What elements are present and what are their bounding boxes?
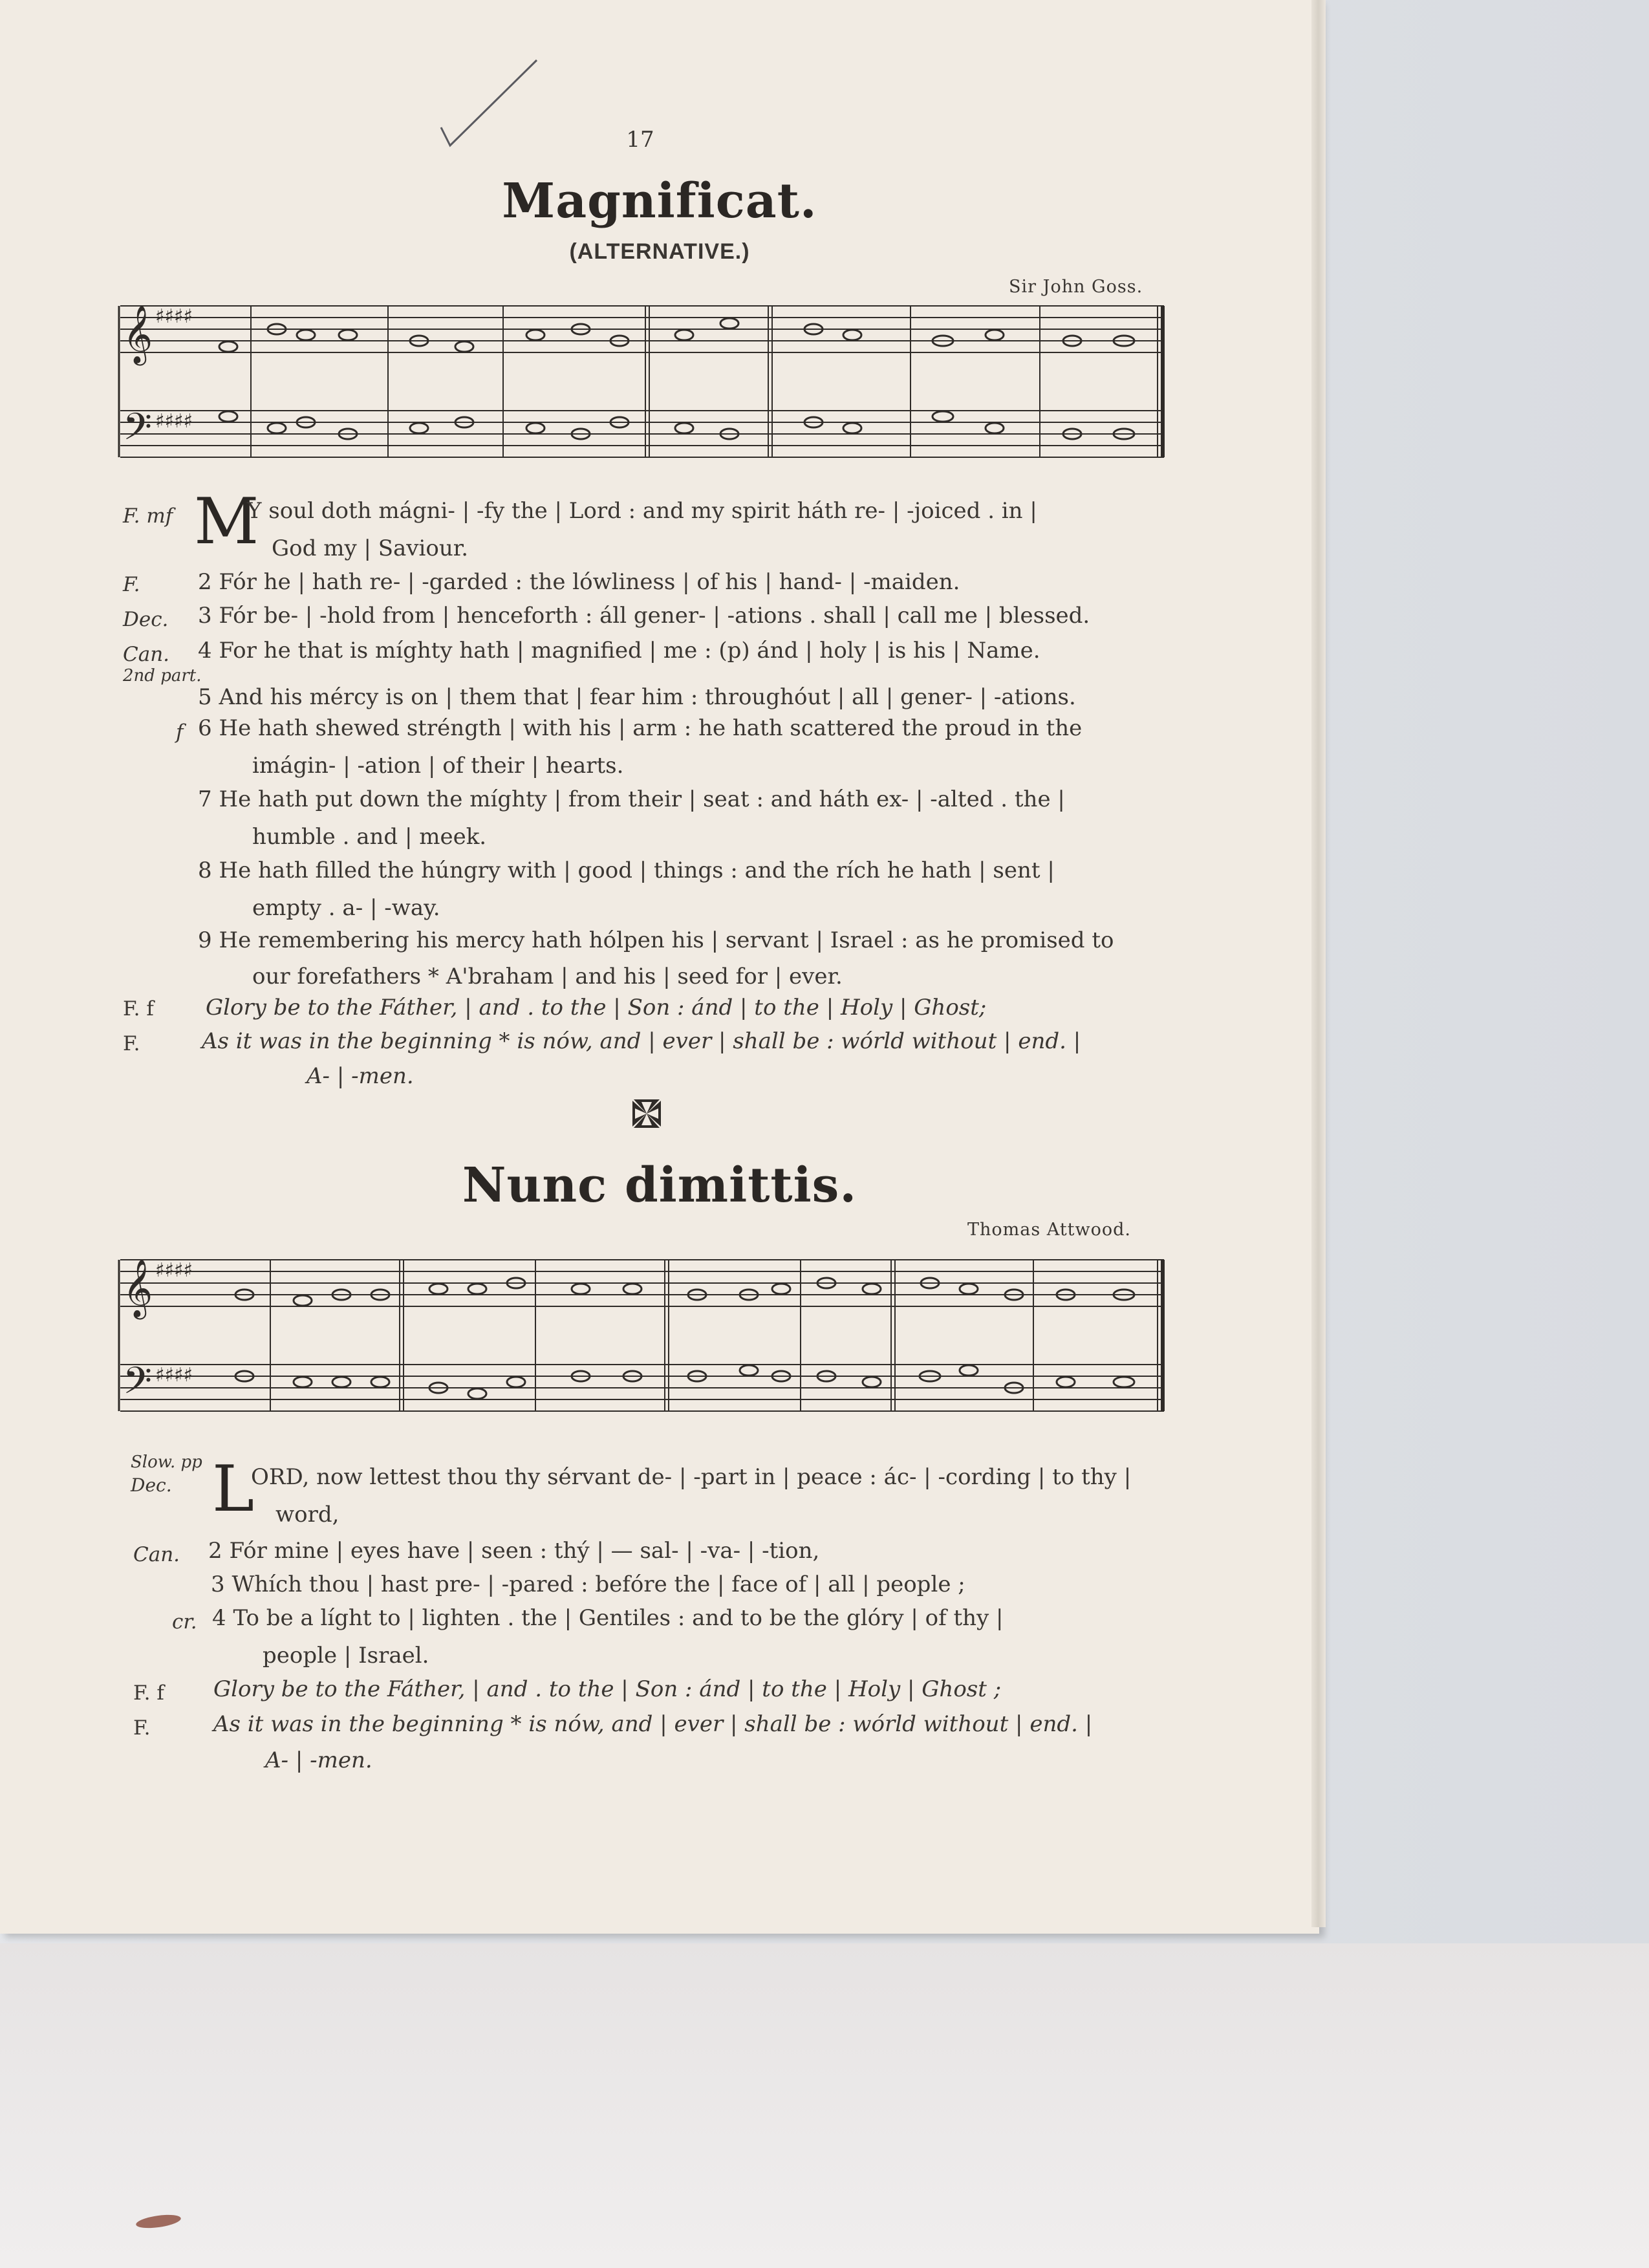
mark: Can.	[133, 1543, 180, 1566]
page-number: 17	[626, 127, 654, 153]
magnificat-title: Magnificat.	[502, 173, 817, 229]
verse-line: 2 Fór mine | eyes have | seen : thý | — sal- | -va- | -tion,	[208, 1538, 820, 1564]
svg-text:𝄞: 𝄞	[123, 1259, 153, 1317]
verse-line: humble . and | meek.	[252, 824, 487, 850]
verse-line: 3 Fór be- | -hold from | henceforth : áll gener- | -ations . shall | call me | blessed.	[198, 603, 1090, 629]
svg-text:𝄞: 𝄞	[123, 305, 153, 363]
mark: 2nd part.	[123, 666, 202, 686]
svg-text:♯♯♯♯: ♯♯♯♯	[155, 410, 193, 433]
magnificat-composer: Sir John Goss.	[1009, 277, 1143, 297]
mark: Dec.	[123, 608, 169, 631]
magnificat-drop-cap: M	[194, 485, 259, 559]
mark: Can.	[123, 643, 170, 666]
doxology-line: Glory be to the Fáther, | and . to the | Son : ánd | to the | Holy | Ghost;	[206, 995, 987, 1021]
verse-line: 8 He hath filled the húngry with | good | things : and the rích he hath | sent |	[198, 858, 1055, 883]
verse-line: empty . a- | -way.	[252, 895, 440, 921]
svg-text:𝄢: 𝄢	[123, 1359, 153, 1412]
verse-line: 7 He hath put down the míghty | from their | seat : and háth ex- | -alted . the |	[198, 786, 1065, 812]
magnificat-subtitle: (ALTERNATIVE.)	[569, 239, 750, 264]
nunc-dimittis-drop-cap: L	[212, 1453, 255, 1526]
mark: F. f	[123, 997, 154, 1021]
scanner-bed	[0, 1943, 1649, 2268]
verse-line: God my | Saviour.	[272, 535, 469, 561]
verse-line: 9 He remembering his mercy hath hólpen his | servant | Israel : as he promised to	[198, 927, 1114, 953]
mark: Slow. pp	[131, 1453, 202, 1472]
svg-text:♯♯♯♯: ♯♯♯♯	[155, 1364, 193, 1387]
mark: F.	[123, 1032, 140, 1055]
verse-line: 3 Whích thou | hast pre- | -pared : befóre the | face of | all | people ;	[211, 1571, 965, 1597]
mark: f	[176, 720, 184, 744]
svg-text:𝄢: 𝄢	[123, 405, 153, 458]
mark: cr.	[172, 1610, 197, 1634]
verse-line: 2 Fór he | hath re- | -garded : the lówliness | of his | hand- | -maiden.	[198, 569, 960, 595]
doxology-line: A- | -men.	[307, 1063, 414, 1089]
doxology-line: A- | -men.	[265, 1747, 372, 1773]
verse-line: word,	[275, 1502, 339, 1528]
mark: F.	[133, 1716, 151, 1740]
svg-text:♯♯♯♯: ♯♯♯♯	[155, 305, 193, 328]
verse-line: 5 And his mércy is on | them that | fear him : throughóut | all | gener- | -ations.	[198, 684, 1076, 710]
mark: F. mf	[123, 504, 173, 528]
nunc-dimittis-composer: Thomas Attwood.	[967, 1220, 1132, 1240]
doxology-line: Glory be to the Fáther, | and . to the | Son : ánd | to the | Holy | Ghost ;	[213, 1676, 1002, 1702]
verse-line: people | Israel.	[263, 1643, 429, 1669]
nunc-dimittis-title: Nunc dimittis.	[462, 1158, 857, 1213]
doxology-line: As it was in the beginning * is nów, and | ever | shall be : wórld without | end. |	[213, 1711, 1093, 1737]
mark: F.	[123, 573, 140, 596]
mark: Dec.	[131, 1474, 172, 1496]
verse-line: ORD, now lettest thou thy sérvant de- | -part in | peace : ác- | -cording | to thy |	[251, 1464, 1132, 1490]
verse-line: Y soul doth mágni- | -fy the | Lord : and my spirit háth re- | -joiced . in |	[247, 498, 1037, 524]
verse-line: our forefathers * A'braham | and his | seed for | ever.	[252, 964, 843, 989]
mark: F. f	[133, 1681, 164, 1705]
svg-text:♯♯♯♯: ♯♯♯♯	[155, 1259, 193, 1282]
verse-line: 6 He hath shewed stréngth | with his | arm : he hath scattered the proud in the	[198, 715, 1083, 741]
doxology-line: As it was in the beginning * is nów, and | ever | shall be : wórld without | end. |	[202, 1028, 1081, 1054]
verse-line: 4 To be a líght to | lighten . the | Gentiles : and to be the glóry | of thy |	[212, 1605, 1004, 1631]
verse-line: 4 For he that is míghty hath | magnified | me : (p) ánd | holy | is his | Name.	[198, 638, 1040, 664]
verse-line: imágin- | -ation | of their | hearts.	[252, 753, 624, 779]
